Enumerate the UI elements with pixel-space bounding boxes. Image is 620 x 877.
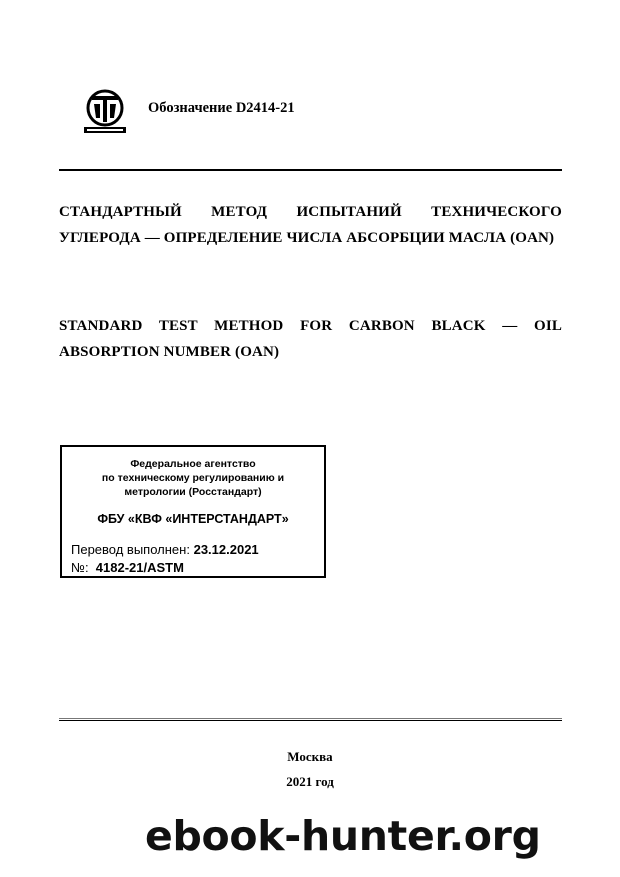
stamp-translation-date-row [71, 542, 259, 557]
stamp-translated-date: 23.12.2021 [193, 542, 259, 557]
standard-designation: Обозначение D2414-21 [148, 100, 295, 116]
footer-divider [59, 718, 562, 721]
title-russian: СТАНДАРТНЫЙ МЕТОД ИСПЫТАНИЙ ТЕХНИЧЕСКОГО УГЛЕРОДА — ОПРЕДЕЛЕНИЕ ЧИСЛА АБСОРБЦИИ МАСЛА (OAN) [59, 204, 562, 246]
watermark-text: ebook-hunter.org [145, 812, 541, 860]
publication-year: 2021 год [286, 774, 334, 789]
astm-logo-icon [78, 88, 132, 136]
title-english: STANDARD TEST METHOD FOR CARBON BLACK — OIL ABSORPTION NUMBER (OAN) [59, 318, 562, 360]
stamp-organization: ФБУ «КВФ «ИНТЕРСТАНДАРТ» [97, 512, 289, 526]
translation-stamp [60, 445, 326, 578]
stamp-number-label: №: [71, 560, 89, 575]
stamp-number-row [71, 560, 184, 575]
stamp-agency: Федеральное агентство по техническому регулированию и метрологии (Росстандарт) [101, 458, 285, 498]
header-divider [59, 169, 562, 171]
stamp-number-value: 4182-21/ASTM [95, 560, 184, 575]
stamp-translated-label: Перевод выполнен: [71, 542, 190, 557]
publication-city: Москва [287, 749, 333, 764]
